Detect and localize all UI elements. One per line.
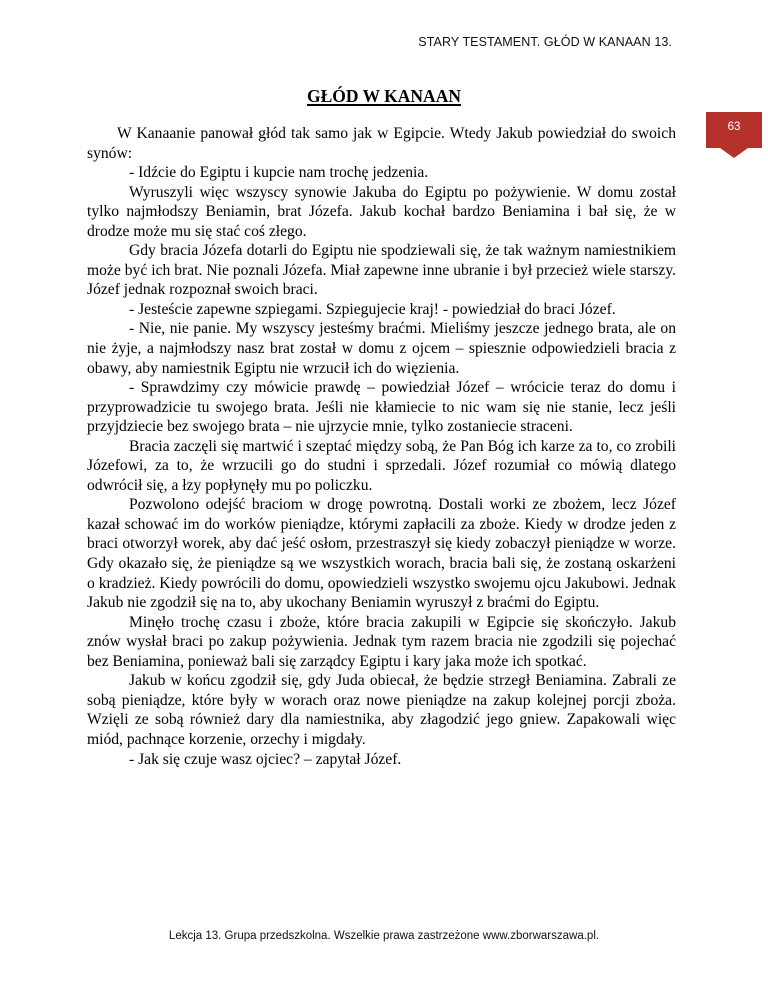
running-header: STARY TESTAMENT. GŁÓD W KANAAN 13.	[418, 35, 672, 49]
paragraph: - Idźcie do Egiptu i kupcie nam trochę jedzenia.	[129, 164, 429, 182]
page-number-tab	[706, 112, 762, 148]
paragraph: W Kanaanie panował głód tak samo jak w Egipcie. Wtedy Jakub powiedział do swoich synów:	[87, 125, 676, 162]
page-title	[0, 86, 768, 107]
paragraph: - Jesteście zapewne szpiegami. Szpiegujecie kraj! - powiedział do braci Józef.	[129, 300, 616, 318]
paragraph: Bracia zaczęli się martwić i szeptać między sobą, że Pan Bóg ich karze za to, co zrobili Józefowi, za to, że wrzucili go do studni i sprzedali. Józef rozumiał co mówią dlatego odwrócił się, a łzy popłynęły mu po policzku.	[87, 437, 676, 494]
page-footer: Lekcja 13. Grupa przedszkolna. Wszelkie prawa zastrzeżone www.zborwarszawa.pl.	[168, 930, 600, 942]
paragraph: Jakub w końcu zgodził się, gdy Juda obiecał, że będzie strzegł Beniamina. Zabrali ze sobą pieniądze, które były w worach oraz nowe pieniądze na zakup kolejnej porcji zboża. Wzięli ze sobą również dary dla namiestnika, aby złagodzić jego gniew. Zapakowali więc miód, pachnące korzenie, orzechy i migdały.	[87, 672, 676, 748]
page-title-text: GŁÓD W KANAAN	[307, 86, 461, 106]
story-text	[87, 124, 676, 769]
paragraph: Pozwolono odejść braciom w drogę powrotną. Dostali worki ze zbożem, lecz Józef kazał schować im do worków pieniądze, którymi zapłacili za zboże. Kiedy w drodze jeden z braci otworzył worek, aby dać jeść osłom, przestraszył się kiedy zobaczył pieniądze w worze. Gdy okazało się, że pieniądze są we wszystkich worach, bracia bali się, że zostaną oskarżeni o kradzież. Kiedy powrócili do domu, opowiedzieli wszystko swojemu ojcu Jakubowi. Jednak Jakub nie zgodził się na to, aby ukochany Beniamin wyruszył z braćmi do Egiptu.	[87, 496, 676, 612]
page-number: 63	[727, 121, 741, 133]
paragraph: - Jak się czuje wasz ojciec? – zapytał Józef.	[129, 750, 402, 768]
paragraph: Wyruszyli więc wszyscy synowie Jakuba do Egiptu po pożywienie. W domu został tylko najmłodszy Beniamin, brat Józefa. Jakub kochał bardzo Beniamina i bał się, że w drodze może mu się stać coś złego.	[87, 183, 676, 240]
paragraph: - Sprawdzimy czy mówicie prawdę – powiedział Józef – wrócicie teraz do domu i przyprowadzicie tu swojego brata. Jeśli nie kłamiecie to nic wam się nie stanie, lecz jeśli przyjdziecie bez swojego brata – nie ujrzycie mnie, tylko zostaniecie straceni.	[87, 379, 676, 436]
paragraph: - Nie, nie panie. My wszyscy jesteśmy braćmi. Mieliśmy jeszcze jednego brata, ale on nie żyje, a najmłodszy nasz brat został w domu z ojcem – spiesznie odpowiedzieli bracia z obawy, aby namiestnik Egiptu nie wrzucił ich do więzienia.	[87, 320, 676, 377]
paragraph: Gdy bracia Józefa dotarli do Egiptu nie spodziewali się, że tak ważnym namiestnikiem może być ich brat. Nie poznali Józefa. Miał zapewne inne ubranie i był przecież wiele starszy. Józef jednak rozpoznał swoich braci.	[87, 242, 676, 299]
paragraph: Minęło trochę czasu i zboże, które bracia zakupili w Egipcie się skończyło. Jakub znów wysłał braci po zakup pożywienia. Jednak tym razem bracia nie zgodzili się pojechać bez Beniamina, ponieważ bali się zarządcy Egiptu i kary jaka może ich spotkać.	[87, 613, 676, 670]
